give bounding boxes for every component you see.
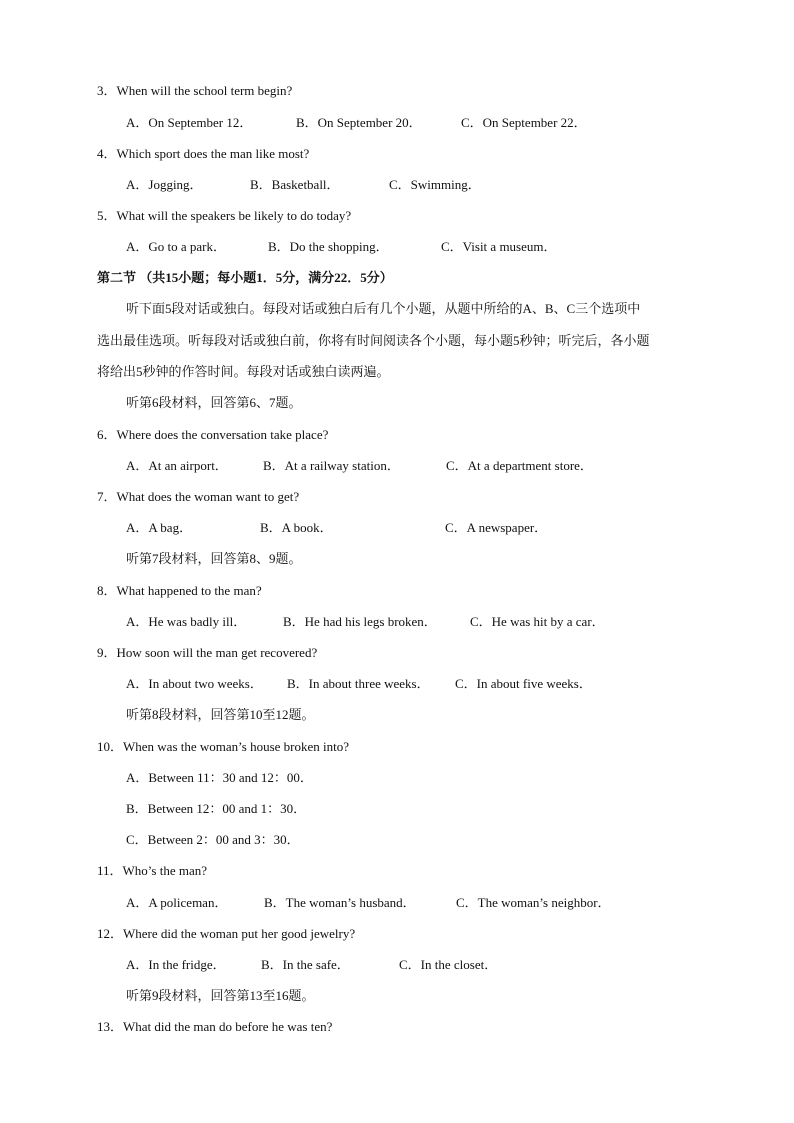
question-6-stem: 6．Where does the conversation take place? — [97, 427, 329, 442]
question-9-option-c: C．In about five weeks． — [455, 676, 592, 691]
question-12-stem: 12．Where did the woman put her good jewelry? — [97, 926, 356, 941]
question-9-option-b: B．In about three weeks． — [287, 676, 430, 691]
question-12-option-a: A．In the fridge． — [126, 957, 226, 972]
question-4-stem: 4．Which sport does the man like most? — [97, 146, 310, 161]
question-13-stem: 13．What did the man do before he was ten? — [97, 1019, 333, 1034]
question-5-option-b: B．Do the shopping． — [268, 239, 389, 254]
question-7-option-c: C．A newspaper． — [445, 520, 548, 535]
question-7-stem: 7．What does the woman want to get? — [97, 489, 300, 504]
question-8-stem: 8．What happened to the man? — [97, 583, 262, 598]
question-10-option-b: B．Between 12：00 and 1：30． — [126, 801, 307, 816]
question-4-option-a: A．Jogging． — [126, 177, 203, 192]
question-8-option-c: C．He was hit by a car． — [470, 614, 605, 629]
section-2-heading: 第二节 （共15小题；每小题1．5分，满分22．5分） — [97, 270, 393, 285]
question-9-stem: 9．How soon will the man get recovered? — [97, 645, 318, 660]
question-3-option-b: B．On September 20． — [296, 115, 422, 130]
question-3-option-a: A．On September 12． — [126, 115, 253, 130]
material-8-note: 听第8段材料，回答第10至12题。 — [126, 707, 315, 722]
question-9-option-a: A．In about two weeks． — [126, 676, 263, 691]
material-9-note: 听第9段材料，回答第13至16题。 — [126, 988, 315, 1003]
section-2-instruction-line-1: 听下面5段对话或独白。每段对话或独白后有几个小题，从题中所给的A、B、C三个选项中 — [126, 301, 641, 316]
question-4-option-b: B．Basketball． — [250, 177, 340, 192]
question-6-option-b: B．At a railway station． — [263, 458, 400, 473]
question-12-option-b: B．In the safe． — [261, 957, 350, 972]
question-6-option-a: A．At an airport． — [126, 458, 228, 473]
question-11-option-b: B．The woman’s husband． — [264, 895, 416, 910]
section-2-instruction-line-2: 选出最佳选项。听每段对话或独白前，你将有时间阅读各个小题，每小题5秒钟；听完后，各小题 — [97, 333, 650, 348]
question-11-stem: 11．Who’s the man? — [97, 863, 207, 878]
question-6-option-c: C．At a department store． — [446, 458, 593, 473]
question-3-option-c: C．On September 22． — [461, 115, 587, 130]
question-5-stem: 5．What will the speakers be likely to do today? — [97, 208, 352, 223]
question-10-option-a: A．Between 11：30 and 12：00． — [126, 770, 313, 785]
material-7-note: 听第7段材料，回答第8、9题。 — [126, 551, 302, 566]
question-4-option-c: C．Swimming． — [389, 177, 481, 192]
question-5-option-c: C．Visit a museum． — [441, 239, 557, 254]
question-11-option-c: C．The woman’s neighbor． — [456, 895, 611, 910]
question-5-option-a: A．Go to a park． — [126, 239, 227, 254]
question-11-option-a: A．A policeman． — [126, 895, 228, 910]
question-7-option-a: A．A bag． — [126, 520, 193, 535]
question-7-option-b: B．A book． — [260, 520, 333, 535]
section-2-instruction-line-3: 将给出5秒钟的作答时间。每段对话或独白读两遍。 — [97, 364, 390, 379]
question-12-option-c: C．In the closet． — [399, 957, 498, 972]
question-3-stem: 3．When will the school term begin? — [97, 83, 293, 98]
question-10-option-c: C．Between 2：00 and 3：30． — [126, 832, 300, 847]
question-8-option-a: A．He was badly ill． — [126, 614, 247, 629]
material-6-note: 听第6段材料，回答第6、7题。 — [126, 395, 302, 410]
question-10-stem: 10．When was the woman’s house broken into? — [97, 739, 350, 754]
question-8-option-b: B．He had his legs broken． — [283, 614, 437, 629]
